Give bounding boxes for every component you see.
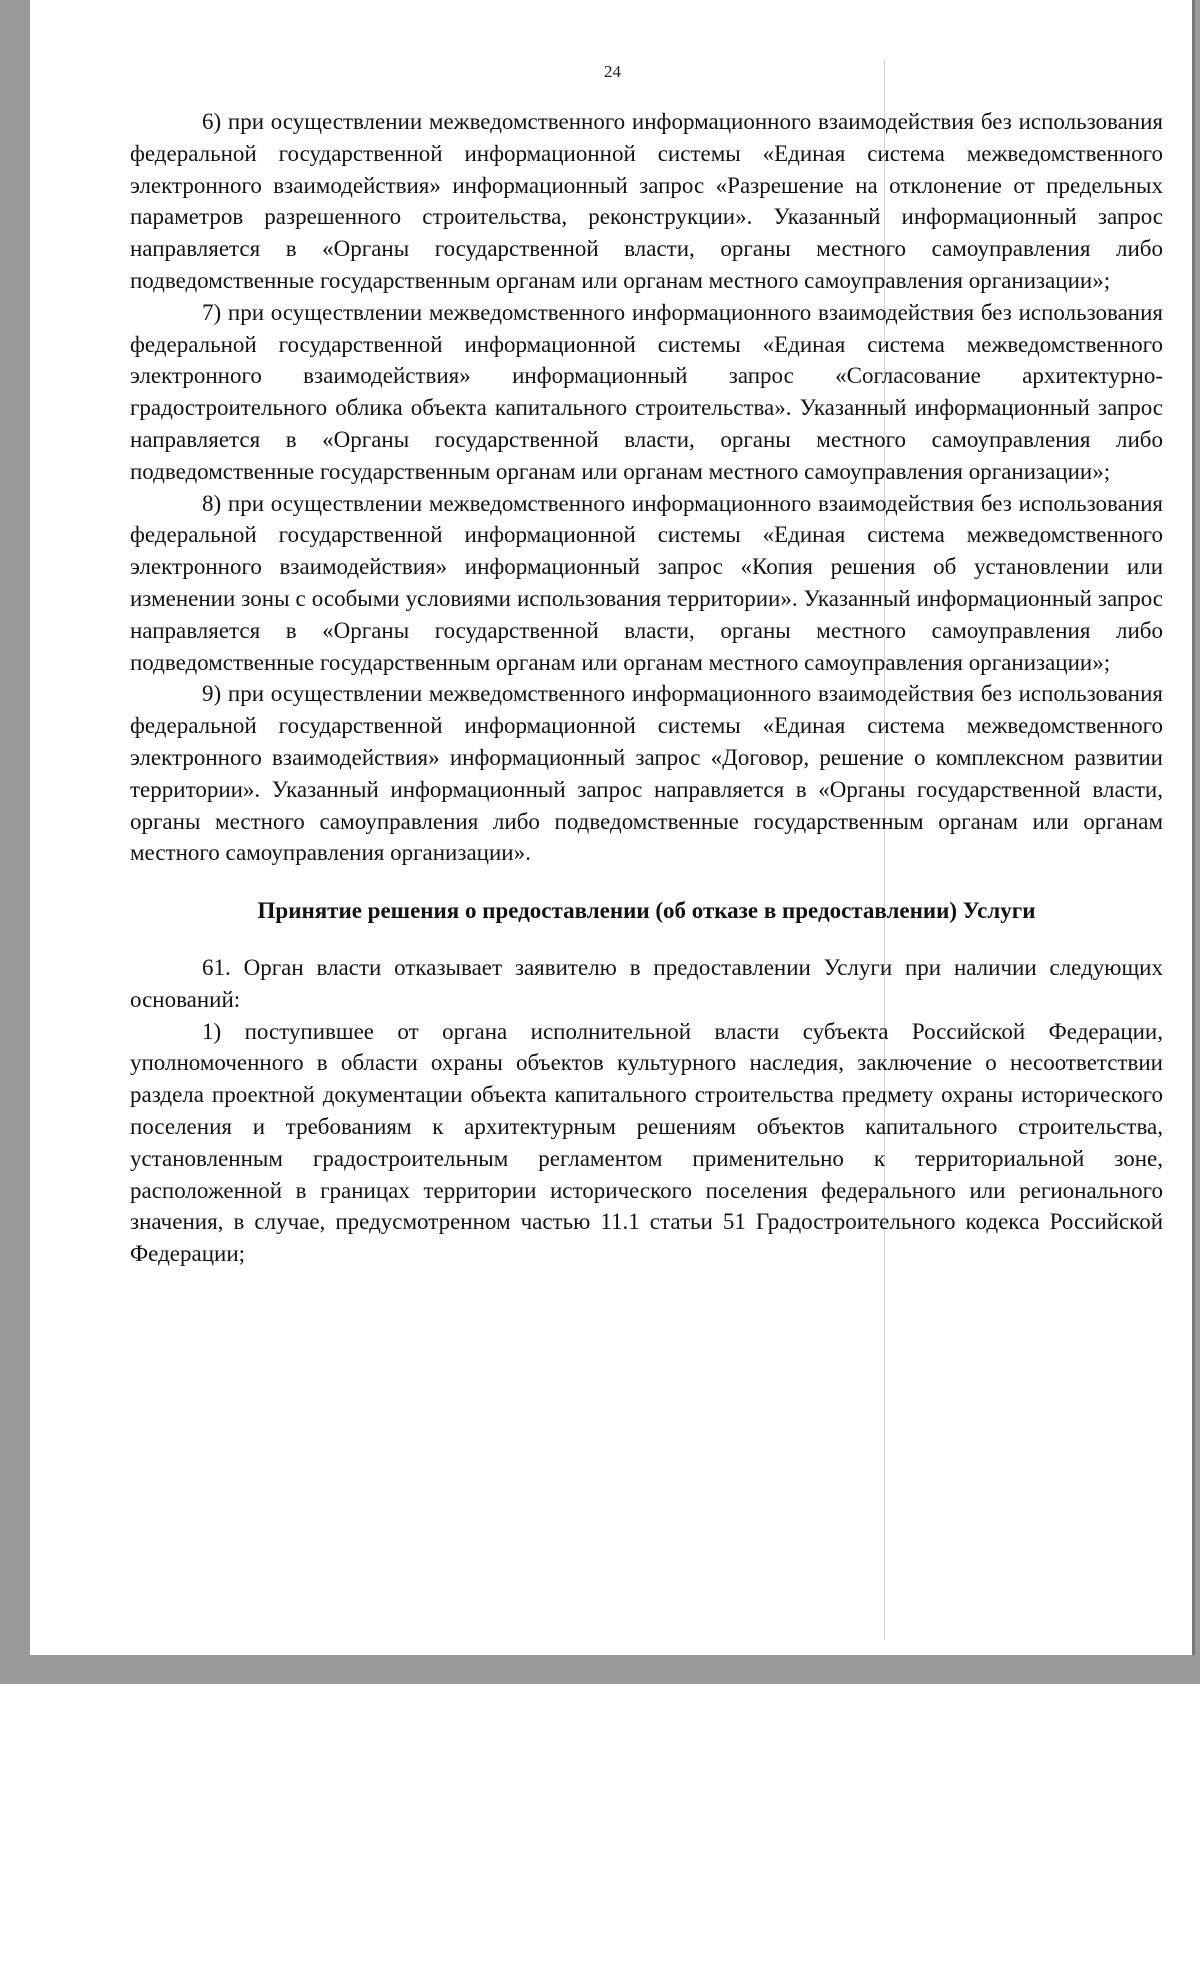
document-body <box>130 106 1163 1270</box>
section-heading: Принятие решения о предоставлении (об отказе в предоставлении) Услуги <box>257 898 1036 924</box>
paragraph-item-9: 9) при осуществлении межведомственного информационного взаимодействия без использования федеральной государственной информационной системы «Единая система межведомственного электронного взаимодействия» информационный запрос «Договор, решение о комплексном развитии территории». Указанный информационный запрос направляется в «Органы государственной власти, органы местного самоуправления либо подведомственные государственным органам или органам местного самоуправления организации». <box>130 681 1163 866</box>
paragraph-61-item-1: 1) поступившее от органа исполнительной власти субъекта Российской Федерации, уполномоченного в области охраны объектов культурного наследия, заключение о несоответствии раздела проектной документации объекта капитального строительства предмету охраны исторического поселения и требованиям к архитектурным решениям объектов капитального строительства, установленным градостроительным регламентом применительно к территориальной зоне, расположенной в границах территории исторического поселения федерального или регионального значения, в случае, предусмотренном частью 11.1 статьи 51 Градостроительного кодекса Российской Федерации; <box>130 1018 1163 1267</box>
paragraph-item-6: 6) при осуществлении межведомственного информационного взаимодействия без использования федеральной государственной информационной системы «Единая система межведомственного электронного взаимодействия» информационный запрос «Разрешение на отклонение от предельных параметров разрешенного строительства, реконструкции». Указанный информационный запрос направляется в «Органы государственной власти, органы местного самоуправления либо подведомственные государственным органам или органам местного самоуправления организации»; <box>130 109 1163 293</box>
page-number: 24 <box>604 62 621 81</box>
document-page <box>30 0 1195 1655</box>
paragraph-item-7: 7) при осуществлении межведомственного информационного взаимодействия без использования федеральной государственной информационной системы «Единая система межведомственного электронного взаимодействия» информационный запрос «Согласование архитектурно-градостроительного облика объекта капитального строительства». Указанный информационный запрос направляется в «Органы государственной власти, органы местного самоуправления либо подведомственные государственным органам или органам местного самоуправления организации»; <box>130 299 1163 484</box>
paragraph-61: 61. Орган власти отказывает заявителю в предоставлении Услуги при наличии следующих оснований: <box>130 954 1163 1012</box>
paragraph-item-8: 8) при осуществлении межведомственного информационного взаимодействия без использования федеральной государственной информационной системы «Единая система межведомственного электронного взаимодействия» информационный запрос «Копия решения об установлении или изменении зоны с особыми условиями использования территории». Указанный информационный запрос направляется в «Органы государственной власти, органы местного самоуправления либо подведомственные государственным органам или органам местного самоуправления организации»; <box>130 490 1163 675</box>
